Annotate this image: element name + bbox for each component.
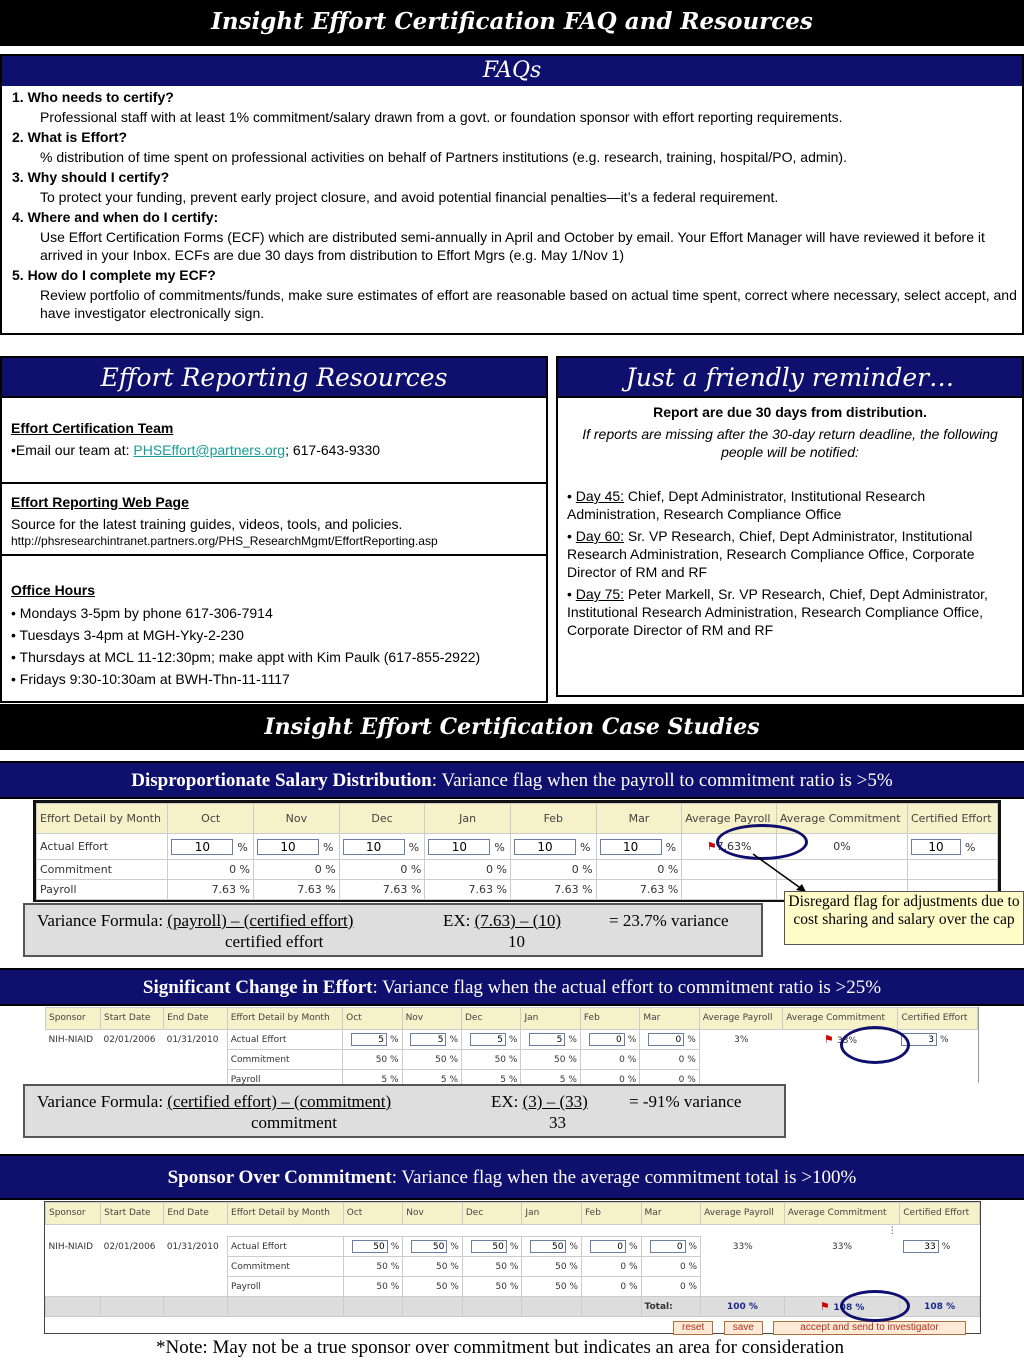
- effort-input[interactable]: 10: [514, 839, 576, 855]
- faq-section: [0, 54, 1024, 335]
- column-header: Oct: [343, 1008, 402, 1030]
- resources-title: Effort Reporting Resources: [2, 358, 546, 398]
- table-row: [46, 1277, 980, 1297]
- start-date-cell: [101, 1257, 164, 1277]
- case2-screenshot: [45, 1007, 979, 1083]
- hours-heading: Office Hours: [11, 582, 96, 598]
- sponsor-cell: NIH-NIAID: [48, 1241, 94, 1252]
- effort-input[interactable]: 10: [343, 839, 405, 855]
- cell-value: 50 %: [462, 1257, 522, 1277]
- column-header: Oct: [168, 804, 254, 834]
- row-label: Payroll: [227, 1070, 342, 1090]
- start-date-cell: [101, 1050, 164, 1070]
- column-header: Effort Detail by Month: [37, 804, 168, 834]
- effort-input[interactable]: 0: [590, 1240, 626, 1253]
- column-header: Average Commitment: [783, 1008, 898, 1030]
- certified-effort-input[interactable]: 33: [903, 1240, 939, 1253]
- case2-title: Significant Change in Effort: Variance flag when the actual effort to commitment ratio is >25%: [0, 968, 1024, 1006]
- faq-question: 1. Who needs to certify?: [12, 89, 174, 105]
- cell-value: 7.63 %: [510, 880, 596, 900]
- cell-value: 7.63 %: [425, 880, 511, 900]
- sponsor-cell: [46, 1257, 101, 1277]
- case1-formula-numerator: (payroll) – (certified effort): [167, 911, 354, 930]
- case2-formula: Variance Formula: (certified effort) – (commitment) commitment EX: (3) – (33) 33 = -91% variance: [23, 1084, 786, 1138]
- cell-value: 50 %: [462, 1277, 522, 1297]
- case3-screenshot: [44, 1201, 981, 1334]
- hours-item: • Mondays 3-5pm by phone 617-306-7914: [11, 605, 273, 621]
- case1-formula-denominator: certified effort: [225, 932, 324, 951]
- reminder-item: • Day 75: Peter Markell, Sr. VP Research, Chief, Dept Administrator, Institutional Research Administration, Research Compliance Office, Corporate Director of RM and RF: [567, 586, 988, 638]
- cell-value: 0 %: [641, 1277, 701, 1297]
- row-label: Actual Effort: [37, 834, 168, 860]
- row-label: Commitment: [228, 1257, 344, 1277]
- column-header: Certified Effort: [907, 804, 997, 834]
- end-date-cell: [164, 1257, 228, 1277]
- effort-input[interactable]: 0: [648, 1033, 684, 1046]
- total-payroll: 100 %: [701, 1297, 785, 1317]
- column-header: Jan: [521, 1008, 580, 1030]
- column-header: Dec: [462, 1008, 521, 1030]
- cell-value: 50 %: [343, 1257, 403, 1277]
- case2-flag-oval: [840, 1026, 910, 1064]
- cell-value: 0 %: [168, 860, 254, 880]
- row-label: Payroll: [228, 1277, 344, 1297]
- column-header: Nov: [403, 1203, 463, 1225]
- start-date-cell: 02/01/2006: [103, 1034, 156, 1045]
- column-header: Jan: [425, 804, 511, 834]
- avg-payroll-value: 33%: [732, 1241, 753, 1252]
- cell-value: 50 %: [403, 1277, 463, 1297]
- column-header: Average Payroll: [701, 1203, 785, 1225]
- column-header: Nov: [402, 1008, 461, 1030]
- cell-value: 0 %: [641, 1257, 701, 1277]
- faq-answer: Review portfolio of commitments/funds, make sure estimates of effort are reasonable based on actual time spent, correct where necessary, select accept, and have investigator electronically sign.: [40, 287, 1017, 321]
- cell-value: 5 %: [402, 1070, 461, 1090]
- column-header: Sponsor: [46, 1203, 101, 1225]
- column-header: Effort Detail by Month: [227, 1008, 342, 1030]
- case1-arrow: [748, 846, 838, 896]
- cell-value: 50 %: [343, 1050, 402, 1070]
- column-header: Certified Effort: [900, 1203, 980, 1225]
- case2-table: [45, 1007, 978, 1090]
- cell-value: 5 %: [521, 1070, 580, 1090]
- effort-input[interactable]: 5: [470, 1033, 506, 1046]
- case1-note: Disregard flag for adjustments due to cost sharing and salary over the cap: [784, 891, 1024, 945]
- table-row: NIH-NIAID 02/01/2006 01/31/2010 Actual Effort 5 % 5 % 5 % 5 % 0 % 0 % 3% ⚑ 33% 3 %: [46, 1030, 978, 1050]
- faq-answer: Professional staff with at least 1% commitment/salary drawn from a govt. or foundation sponsor with effort reporting requirements.: [40, 109, 843, 125]
- cell-value: 5 %: [343, 1070, 402, 1090]
- sponsor-cell: [46, 1277, 101, 1297]
- table-row: NIH-NIAID 02/01/2006 01/31/2010 Actual Effort 50 % 50 % 50 % 50 % 0 % 0 % 33% 33% 33 %: [46, 1237, 980, 1257]
- faq-question: 4. Where and when do I certify:: [12, 209, 219, 225]
- column-header: Start Date: [101, 1203, 164, 1225]
- web-heading: Effort Reporting Web Page: [11, 494, 189, 510]
- effort-input[interactable]: 10: [171, 839, 233, 855]
- start-date-cell: 02/01/2006: [103, 1241, 156, 1252]
- effort-input[interactable]: 0: [650, 1240, 686, 1253]
- cell-value: 50 %: [522, 1277, 582, 1297]
- column-header: Start Date: [101, 1008, 164, 1030]
- case3-footnote: *Note: May not be a true sponsor over commitment but indicates an area for consideration: [155, 1337, 845, 1358]
- reminder-day: Day 45:: [575, 488, 625, 504]
- case3-buttons: [673, 1317, 966, 1335]
- column-header: Mar: [640, 1008, 699, 1030]
- end-date-cell: 01/31/2010: [166, 1034, 219, 1045]
- flag-icon: ⚑: [706, 840, 717, 853]
- case1-ex-numerator: (7.63) – (10): [474, 911, 562, 930]
- start-date-cell: [101, 1277, 164, 1297]
- reminder-italic: If reports are missing after the 30-day return deadline, the following people will be notified:: [582, 426, 998, 460]
- cell-value: 50 %: [521, 1050, 580, 1070]
- team-contact: •Email our team at: PHSEffort@partners.org; 617-643-9330: [11, 442, 381, 458]
- faq-answer: Use Effort Certification Forms (ECF) which are distributed semi-annually in April and October by email. Your Effort Manager will have reviewed it before it arrived in your Inbox. ECFs are due 30 days from distribution to Effort Mgrs (e.g. May 1/Nov 1): [40, 229, 985, 263]
- column-header: End Date: [164, 1203, 228, 1225]
- row-label: Commitment: [37, 860, 168, 880]
- cell-value: 50 %: [522, 1257, 582, 1277]
- column-header: Certified Effort: [898, 1008, 978, 1030]
- cell-value: 50 %: [462, 1050, 521, 1070]
- effort-input[interactable]: 0: [589, 1033, 625, 1046]
- reminder-day: Day 75:: [575, 586, 625, 602]
- effort-input[interactable]: 5: [529, 1033, 565, 1046]
- case1-ex-result: = 23.7% variance: [609, 911, 729, 930]
- column-header: Oct: [343, 1203, 403, 1225]
- column-header: Sponsor: [46, 1008, 101, 1030]
- case1-title: Disproportionate Salary Distribution: Variance flag when the payroll to commitment ratio is >5%: [0, 761, 1024, 799]
- effort-input[interactable]: 10: [600, 839, 662, 855]
- column-header: Feb: [580, 1008, 639, 1030]
- hours-item: • Tuesdays 3-4pm at MGH-Yky-2-230: [11, 627, 244, 643]
- effort-input[interactable]: 50: [352, 1240, 388, 1253]
- faq-answer: % distribution of time spent on professional activities on behalf of Partners institutions (e.g. research, training, hospital/PO, admin).: [40, 149, 847, 165]
- cell-value: 50 %: [402, 1050, 461, 1070]
- table-row: Actual Effort 10 % 10 % 10 % 10 % 10 % 10 % ⚑7.63% 0% 10 %: [37, 834, 998, 860]
- faq-question: 3. Why should I certify?: [12, 169, 170, 185]
- column-header: Average Payroll: [682, 804, 777, 834]
- effort-input[interactable]: 50: [471, 1240, 507, 1253]
- row-label: Actual Effort: [228, 1237, 344, 1257]
- team-email-link[interactable]: PHSEffort@partners.org: [133, 442, 286, 458]
- table-row: [46, 1050, 978, 1070]
- case2-formula-denominator: commitment: [251, 1113, 337, 1132]
- case2-ex-numerator: (3) – (33): [522, 1092, 588, 1111]
- end-date-cell: [164, 1277, 228, 1297]
- cell-value: 0 %: [581, 1277, 641, 1297]
- reminder-list: [567, 487, 1013, 639]
- cell-value: 7.63 %: [254, 880, 340, 900]
- cell-value: 0 %: [640, 1050, 699, 1070]
- cell-value: 0 %: [580, 1070, 639, 1090]
- case3-title: Sponsor Over Commitment: Variance flag when the average commitment total is >100%: [0, 1154, 1024, 1200]
- cell-value: 50 %: [403, 1257, 463, 1277]
- web-text: Source for the latest training guides, videos, tools, and policies.: [11, 516, 403, 532]
- column-header: Feb: [510, 804, 596, 834]
- reminder-item: • Day 45: Chief, Dept Administrator, Institutional Research Administration, Research Compliance Office: [567, 488, 926, 522]
- cell-value: 0 %: [425, 860, 511, 880]
- cell-value: 0 %: [596, 860, 682, 880]
- case-studies-title: Insight Effort Certification Case Studies: [0, 704, 1024, 750]
- faq-question: 2. What is Effort?: [12, 129, 128, 145]
- cell-value: 0 %: [510, 860, 596, 880]
- column-header: Effort Detail by Month: [228, 1203, 344, 1225]
- certified-effort-input[interactable]: 10: [911, 839, 961, 855]
- row-label: Payroll: [37, 880, 168, 900]
- table-row: [46, 1257, 980, 1277]
- hours-item: • Thursdays at MCL 11-12:30pm; make appt with Kim Paulk (617-855-2922): [11, 649, 481, 665]
- end-date-cell: 01/31/2010: [166, 1241, 219, 1252]
- web-section: [2, 484, 546, 556]
- case1-formula: Variance Formula: (payroll) – (certified effort) certified effort EX: (7.63) – (10) 10 = 23.7% variance: [23, 903, 763, 957]
- reminder-section: [556, 356, 1024, 697]
- team-heading: Effort Certification Team: [11, 420, 174, 436]
- effort-input[interactable]: 10: [257, 839, 319, 855]
- flag-icon: ⚑: [819, 1300, 834, 1313]
- case2-ex-denominator: 33: [549, 1113, 566, 1132]
- cell-value: 0 %: [581, 1257, 641, 1277]
- reminder-day: Day 60:: [575, 528, 625, 544]
- sponsor-cell: NIH-NIAID: [48, 1034, 94, 1045]
- column-header: End Date: [164, 1008, 228, 1030]
- end-date-cell: [164, 1050, 228, 1070]
- avg-payroll-value: 3%: [734, 1034, 749, 1045]
- web-url-link[interactable]: http://phsresearchintranet.partners.org/PHS_ResearchMgmt/EffortReporting.asp: [11, 534, 438, 548]
- reminder-title: Just a friendly reminder…: [558, 358, 1022, 398]
- case1-ex-denominator: 10: [508, 932, 525, 951]
- faq-question: 5. How do I complete my ECF?: [12, 267, 216, 283]
- column-header: Nov: [254, 804, 340, 834]
- case2-ex-result: = -91% variance: [629, 1092, 742, 1111]
- table-row: [37, 860, 998, 880]
- row-label: Commitment: [227, 1050, 342, 1070]
- flag-icon: ⚑: [823, 1033, 838, 1047]
- total-commitment: 108 %: [833, 1303, 865, 1313]
- resources-section: [0, 356, 548, 703]
- cell-value: 7.63 %: [168, 880, 254, 900]
- effort-input[interactable]: 5: [351, 1033, 387, 1046]
- effort-input[interactable]: 50: [530, 1240, 566, 1253]
- reminder-bold: Report are due 30 days from distribution.: [653, 404, 927, 420]
- accept-send-button[interactable]: accept and send to investigator: [773, 1321, 965, 1335]
- save-button[interactable]: save: [724, 1321, 763, 1335]
- total-label: Total:: [641, 1297, 701, 1317]
- certified-effort-input[interactable]: 3: [901, 1033, 937, 1046]
- team-section: [2, 398, 546, 484]
- avg-commitment-value: 33%: [832, 1241, 853, 1252]
- effort-input[interactable]: 5: [410, 1033, 446, 1046]
- column-header: Average Payroll: [699, 1008, 783, 1030]
- column-header: Feb: [581, 1203, 641, 1225]
- reset-button[interactable]: reset: [673, 1321, 713, 1335]
- case3-table: Sponsor Start Date End Date Effort Detail by Month Oct Nov Dec Jan Feb Mar Average Payroll Average Commitment Certified Effort ⋮ NIH-NIAID 02/01/2006 01/31/2010 Actual Effort 50 % 50 % 50 % 50 % 0 % 0 % 33% 33% 33 % Commitment 50 % 50 % 50 % 50 % 0 % 0 % Payroll 50 % 50 % 50 % 50 % 0 % 0 % Total: 100 % ⚑ 108 % 108 %: [45, 1202, 980, 1317]
- cell-value: 0 %: [339, 860, 425, 880]
- avg-payroll-value: 7.63%: [716, 840, 752, 853]
- cell-value: 0 %: [254, 860, 340, 880]
- column-header: Mar: [596, 804, 682, 834]
- effort-input[interactable]: 10: [428, 839, 490, 855]
- page-title: Insight Effort Certification FAQ and Resources: [0, 0, 1024, 46]
- reminder-item: • Day 60: Sr. VP Research, Chief, Dept Administrator, Institutional Research Administration, Research Compliance Office, Corporate Director of RM and RF: [567, 528, 975, 580]
- column-header: Dec: [462, 1203, 522, 1225]
- faq-answer: To protect your funding, prevent early project closure, and avoid potential financial penalties—it’s a federal requirement.: [40, 189, 779, 205]
- faq-list: [2, 86, 1022, 322]
- avg-commitment-value: 33%: [837, 1036, 858, 1047]
- case2-formula-numerator: (certified effort) – (commitment): [167, 1092, 392, 1111]
- cell-value: 5 %: [462, 1070, 521, 1090]
- case1-screenshot: [33, 800, 1001, 902]
- effort-input[interactable]: 50: [411, 1240, 447, 1253]
- hours-section: [2, 556, 546, 696]
- hours-list: [11, 602, 537, 690]
- sponsor-cell: [46, 1050, 101, 1070]
- row-label: Actual Effort: [227, 1030, 342, 1050]
- column-header: Average Commitment: [776, 804, 907, 834]
- column-header: Mar: [641, 1203, 701, 1225]
- faq-title: FAQs: [2, 56, 1022, 86]
- hours-item: • Fridays 9:30-10:30am at BWH-Thn-11-1117: [11, 671, 290, 687]
- cell-value: 50 %: [343, 1277, 403, 1297]
- case1-table: [36, 803, 998, 900]
- cell-value: 7.63 %: [339, 880, 425, 900]
- cell-value: 0 %: [640, 1070, 699, 1090]
- case3-flag-oval: [840, 1290, 910, 1322]
- cell-value: 0 %: [580, 1050, 639, 1070]
- column-header: Jan: [522, 1203, 582, 1225]
- total-certified: 108 %: [900, 1297, 980, 1317]
- avg-commitment-value: 0%: [776, 834, 907, 860]
- cell-value: 7.63 %: [596, 880, 682, 900]
- column-header: Dec: [339, 804, 425, 834]
- column-header: Average Commitment: [784, 1203, 899, 1225]
